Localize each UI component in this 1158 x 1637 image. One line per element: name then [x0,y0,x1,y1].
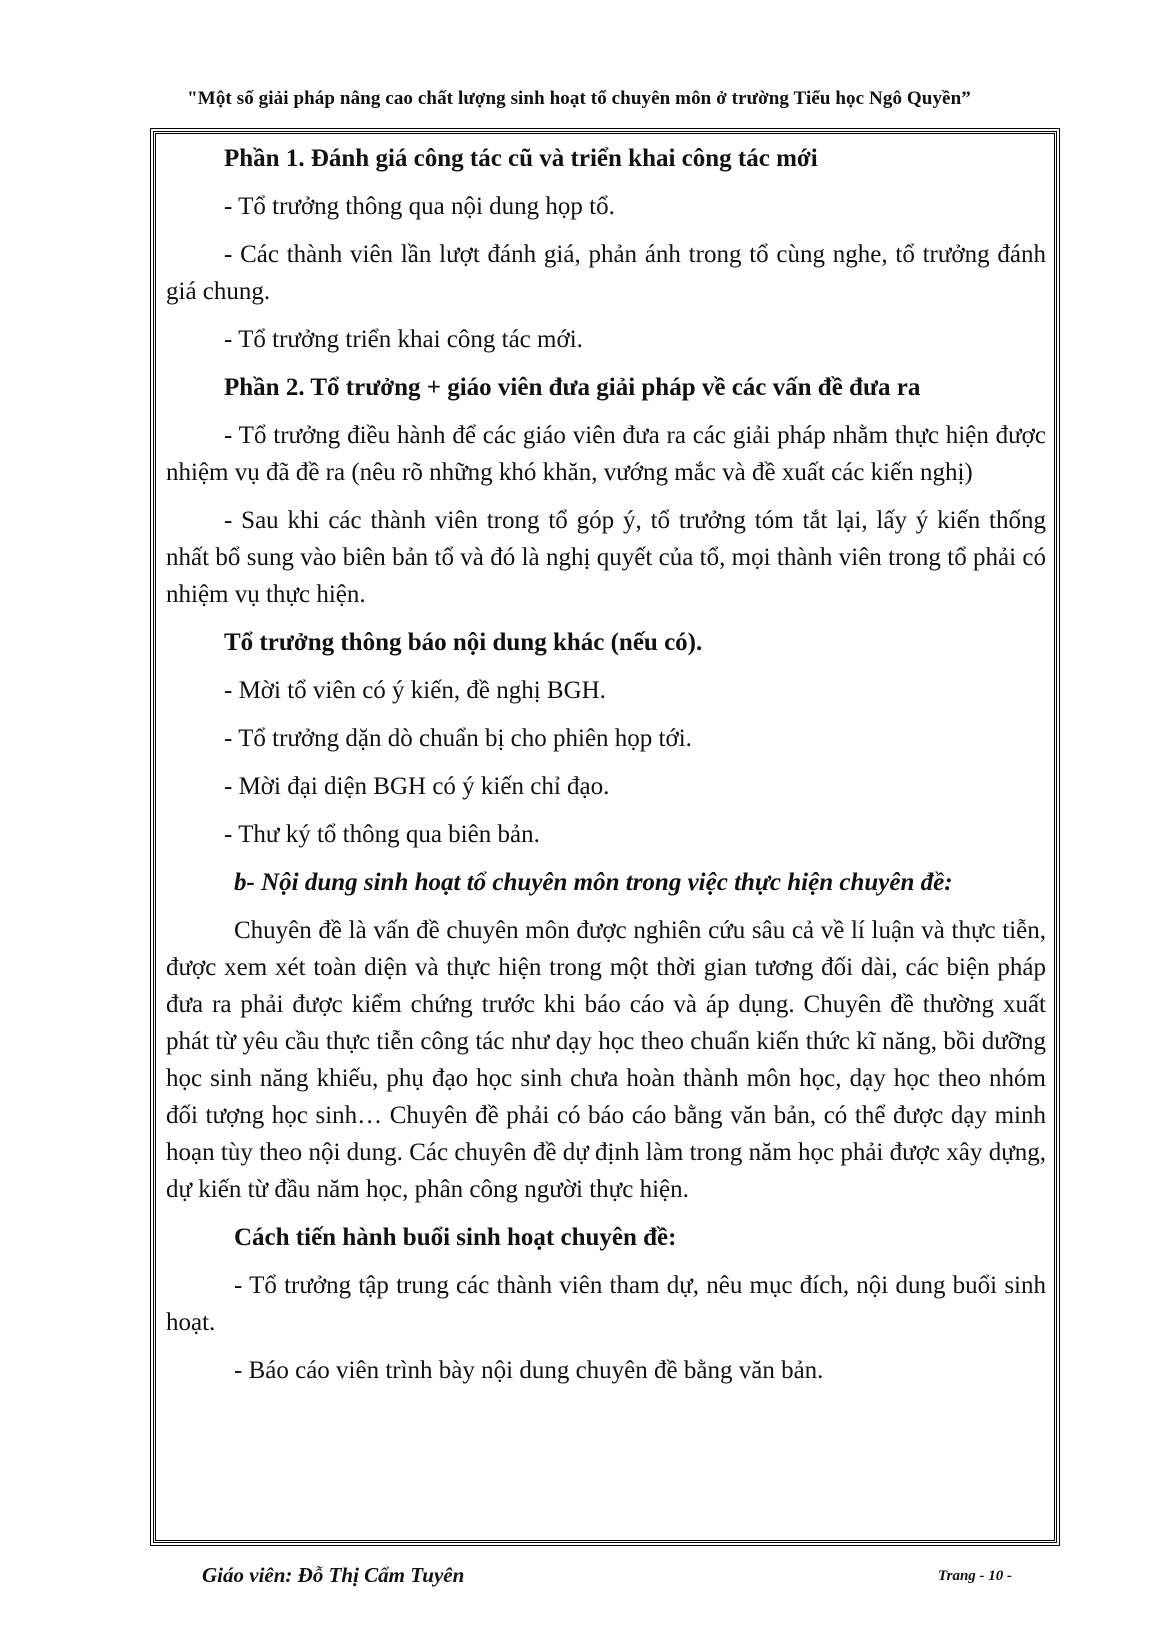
method-item: - Tổ trưởng tập trung các thành viên tham dự, nêu mục đích, nội dung buổi sinh hoạt. [166,1272,1046,1336]
method-item: - Báo cáo viên trình bày nội dung chuyên đề bằng văn bản. [234,1357,824,1384]
other-item: - Thư ký tổ thông qua biên bản. [224,821,540,848]
footer-page-number: Trang - 10 - [938,1568,1013,1584]
other-heading: Tổ trưởng thông báo nội dung khác (nếu có). [224,629,703,656]
footer-teacher: Giáo viên: Đỗ Thị Cẩm Tuyên [202,1563,465,1587]
part2-item: - Sau khi các thành viên trong tổ góp ý, tổ trưởng tóm tắt lại, lấy ý kiến thống nhất bổ sung vào biên bản tổ và đó là nghị quyết của tổ, mọi thành viên trong tổ phải có nhiệm vụ thực hiện. [166,507,1046,608]
other-item: - Mời đại diện BGH có ý kiến chỉ đạo. [224,773,610,800]
part1-item: - Các thành viên lần lượt đánh giá, phản ánh trong tổ cùng nghe, tổ trưởng đánh giá chung. [166,241,1046,305]
part1-item: - Tổ trưởng triển khai công tác mới. [224,326,583,353]
method-heading: Cách tiến hành buổi sinh hoạt chuyên đề: [234,1224,677,1251]
other-item: - Tổ trưởng dặn dò chuẩn bị cho phiên họp tới. [224,725,692,752]
section-b-heading: b- Nội dung sinh hoạt tổ chuyên môn trong việc thực hiện chuyên đề: [234,869,953,896]
section-b-paragraph: Chuyên đề là vấn đề chuyên môn được nghiên cứu sâu cả về lí luận và thực tiễn, được xem xét toàn diện và thực hiện trong một thời gian tương đối dài, các biện pháp đưa ra phải được kiểm chứng trước khi báo cáo và áp dụng. Chuyên đề thường xuất phát từ yêu cầu thực tiễn công tác như dạy học theo chuẩn kiến thức kĩ năng, bồi dưỡng học sinh năng khiếu, phụ đạo học sinh chưa hoàn thành môn học, dạy học theo nhóm đối tượng học sinh… Chuyên đề phải có báo cáo bằng văn bản, có thể được dạy minh hoạn tùy theo nội dung. Các chuyên đề dự định làm trong năm học phải được xây dựng, dự kiến từ đầu năm học, phân công người thực hiện. [166,917,1046,1203]
part2-item: - Tổ trưởng điều hành để các giáo viên đưa ra các giải pháp nhằm thực hiện được nhiệm vụ đã đề ra (nêu rõ những khó khăn, vướng mắc và đề xuất các kiến nghị) [166,422,1046,486]
part1-item: - Tổ trưởng thông qua nội dung họp tổ. [224,193,615,220]
other-item: - Mời tổ viên có ý kiến, đề nghị BGH. [224,677,606,704]
document-body [166,140,1046,1400]
page-header-title: "Một số giải pháp nâng cao chất lượng sinh hoạt tổ chuyên môn ở trường Tiểu học Ngô Quyền” [187,88,971,109]
part2-heading: Phần 2. Tổ trưởng + giáo viên đưa giải pháp về các vấn đề đưa ra [224,374,921,401]
part1-heading: Phần 1. Đánh giá công tác cũ và triển khai công tác mới [224,145,818,172]
